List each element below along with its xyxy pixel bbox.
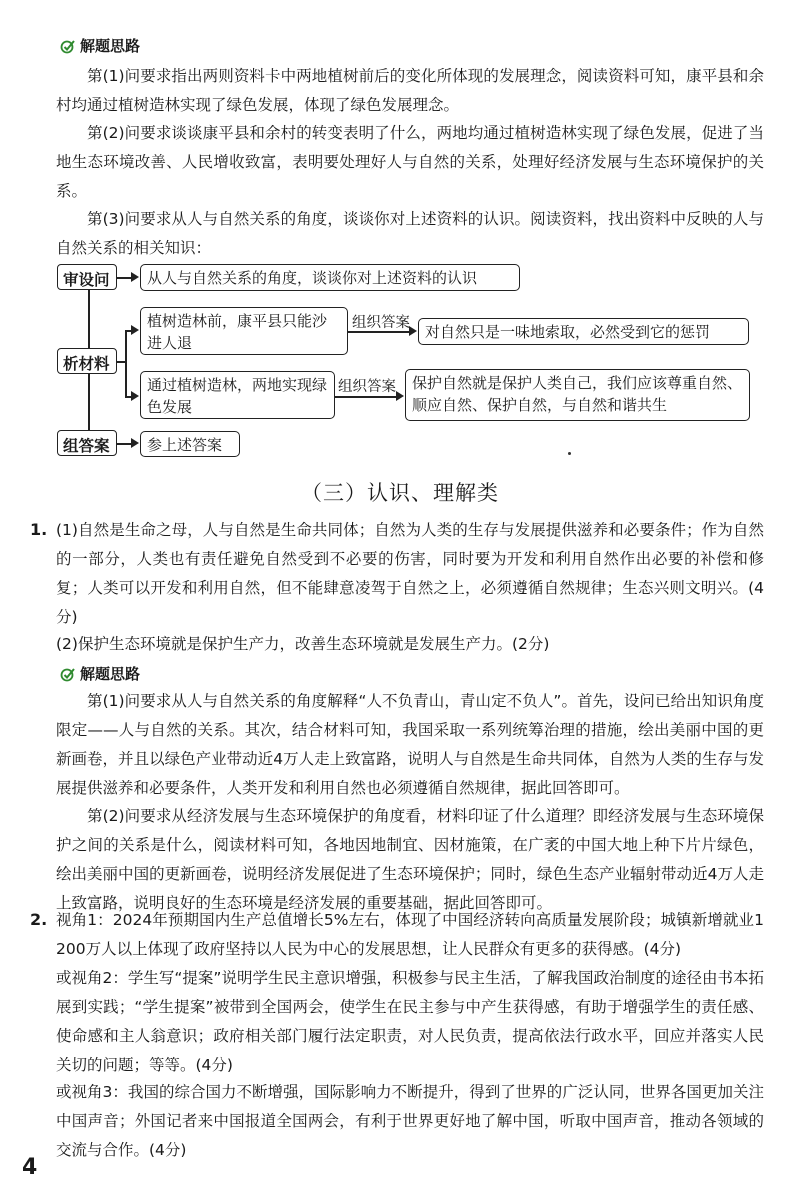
diagram-step-question: 审设问 bbox=[57, 264, 117, 290]
leaf-check-icon bbox=[60, 666, 76, 682]
page-number: 4 bbox=[22, 1155, 38, 1180]
q2-view-2: 或视角2：学生写“提案”说明学生民主意识增强，积极参与民主生活，了解我国政治制度的途径由书本拓展到实践；“学生提案”被带到全国两会，使学生在民主参与中产生获得感，有助于增强学生的责任感、使命感和主人翁意识；政府相关部门履行法定职责，对人民负责，提高依法行政水平，回应并落实人民关切的问题；等等。(4分) bbox=[56, 969, 764, 1074]
q2-view-3: 或视角3：我国的综合国力不断增强，国际影响力不断提升，得到了世界的广泛认同，世界各国更加关注中国声音；外国记者来中国报道全国两会，有利于世界更好地了解中国，听取中国声音，推动各领域的交流与合作。(4分) bbox=[56, 1083, 764, 1159]
diagram-arrow-label-2: 组织答案 bbox=[338, 379, 396, 395]
question-number-1: 1. bbox=[30, 520, 48, 539]
diagram-step-material: 析材料 bbox=[57, 348, 117, 374]
q1-thinking-1: 第(1)问要求从人与自然关系的角度解释“人不负青山，青山定不负人”。首先，设问已给出知识角度限定——人与自然的关系。其次，结合材料可知，我国采取一系列统筹治理的措施，绘出美丽中国的更新画卷，并且以绿色产业带动近4万人走上致富路，说明人与自然是生命共同体，自然为人类的生存与发展提供滋养和必要条件，人类开发和利用自然也必须遵循自然规律，据此回答即可。 bbox=[56, 692, 764, 797]
analysis-paragraph-2: 第(2)问要求谈谈康平县和余村的转变表明了什么，两地均通过植树造林实现了绿色发展，促进了当地生态环境改善、人民增收致富，表明要处理好人与自然的关系，处理好经济发展与生态环境保护的关系。 bbox=[56, 124, 764, 200]
q1-answer-2: (2)保护生态环境就是保护生产力，改善生态环境就是发展生产力。(2分) bbox=[56, 635, 550, 653]
diagram-material-2: 通过植树造林，两地实现绿色发展 bbox=[140, 371, 335, 419]
stray-dot bbox=[568, 452, 571, 455]
diagram-material-1: 植树造林前，康平县只能沙进人退 bbox=[140, 307, 348, 355]
diagram-answer-2: 保护自然就是保护人类自己，我们应该尊重自然、顺应自然、保护自然，与自然和谐共生 bbox=[405, 369, 750, 421]
q2-view-1: 视角1：2024年预期国内生产总值增长5%左右，体现了中国经济转向高质量发展阶段；城镇新增就业1 200万人以上体现了政府坚持以人民为中心的发展思想，让人民群众有更多的获得感。(4分) bbox=[56, 911, 764, 958]
diagram-answer-text: 参上述答案 bbox=[140, 431, 240, 457]
q1-answer-1: (1)自然是生命之母，人与自然是生命共同体；自然为人类的生存与发展提供滋养和必要条件；作为自然的一部分，人类也有责任避免自然受到不必要的伤害，同时要为开发和利用自然作出必要的补偿和修复；人类可以开发和利用自然，但不能肆意凌驾于自然之上，必须遵循自然规律；生态兴则文明兴。(4分) bbox=[56, 521, 764, 626]
leaf-check-icon bbox=[60, 38, 76, 54]
question-number-2: 2. bbox=[30, 910, 48, 929]
diagram-answer-1: 对自然只是一味地索取，必然受到它的惩罚 bbox=[418, 318, 749, 345]
section-title: （三）认识、理解类 bbox=[301, 481, 499, 505]
q1-thinking-2: 第(2)问要求从经济发展与生态环境保护的角度看，材料印证了什么道理？即经济发展与生态环境保护之间的关系是什么，阅读材料可知，各地因地制宜、因材施策，在广袤的中国大地上种下片片绿色，绘出美丽中国的更新画卷，说明经济发展促进了生态环境保护；同时，绿色生态产业辐射带动近4万人走上致富路，说明良好的生态环境是经济发展的重要基础，据此回答即可。 bbox=[56, 807, 764, 912]
diagram-arrow-label-1: 组织答案 bbox=[352, 315, 410, 331]
analysis-paragraph-3: 第(3)问要求从人与自然关系的角度，谈谈你对上述资料的认识。阅读资料，找出资料中反映的人与自然关系的相关知识： bbox=[56, 210, 764, 257]
tips-heading-2: 解题思路 bbox=[60, 663, 140, 684]
analysis-paragraph-1: 第(1)问要求指出两则资料卡中两地植树前后的变化所体现的发展理念，阅读资料可知，康平县和余村均通过植树造林实现了绿色发展，体现了绿色发展理念。 bbox=[56, 67, 764, 114]
diagram-question-text: 从人与自然关系的角度，谈谈你对上述资料的认识 bbox=[140, 264, 520, 291]
diagram-step-answer: 组答案 bbox=[57, 430, 117, 456]
tips-heading: 解题思路 bbox=[60, 35, 140, 56]
